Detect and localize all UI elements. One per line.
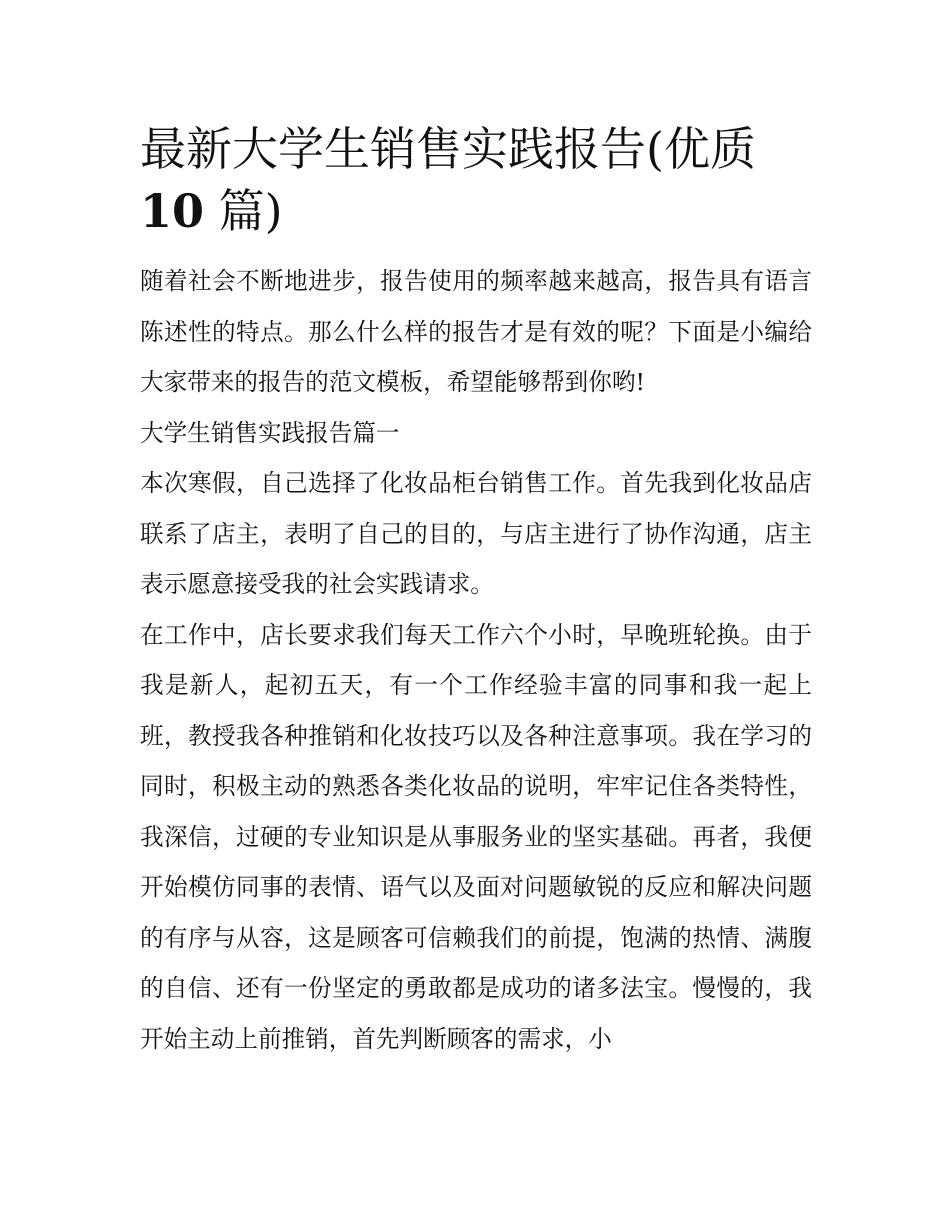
title-line-1: 最新大学生销售实践报告(优质: [140, 122, 756, 176]
document-title: [140, 118, 812, 242]
intro-paragraph: 随着社会不断地进步，报告使用的频率越来越高，报告具有语言陈述性的特点。那么什么样的报告才是有效的呢？下面是小编给大家带来的报告的范文模板，希望能够帮到你哟!: [140, 267, 812, 396]
title-line-2-rest: 篇): [204, 184, 283, 238]
document-page: [140, 118, 812, 1064]
body-paragraph-2: 在工作中，店长要求我们每天工作六个小时，早晚班轮换。由于我是新人，起初五天，有一个工作经验丰富的同事和我一起上班，教授我各种推销和化妆技巧以及各种注意事项。我在学习的同时，积极主动的熟悉各类化妆品的说明，牢牢记住各类特性，我深信，过硬的专业知识是从事服务业的坚实基础。再者，我便开始模仿同事的表情、语气以及面对问题敏锐的反应和解决问题的有序与从容，这是顾客可信赖我们的前提，饱满的热情、满腹的自信、还有一份坚定的勇敢都是成功的诸多法宝。慢慢的，我开始主动上前推销，首先判断顾客的需求，小: [140, 620, 812, 1053]
section-heading: 大学生销售实践报告篇一: [140, 418, 400, 447]
title-number: 10: [140, 184, 205, 238]
body-paragraph-1: 本次寒假，自己选择了化妆品柜台销售工作。首先我到化妆品店联系了店主，表明了自己的目的，与店主进行了协作沟通，店主表示愿意接受我的社会实践请求。: [140, 469, 812, 598]
